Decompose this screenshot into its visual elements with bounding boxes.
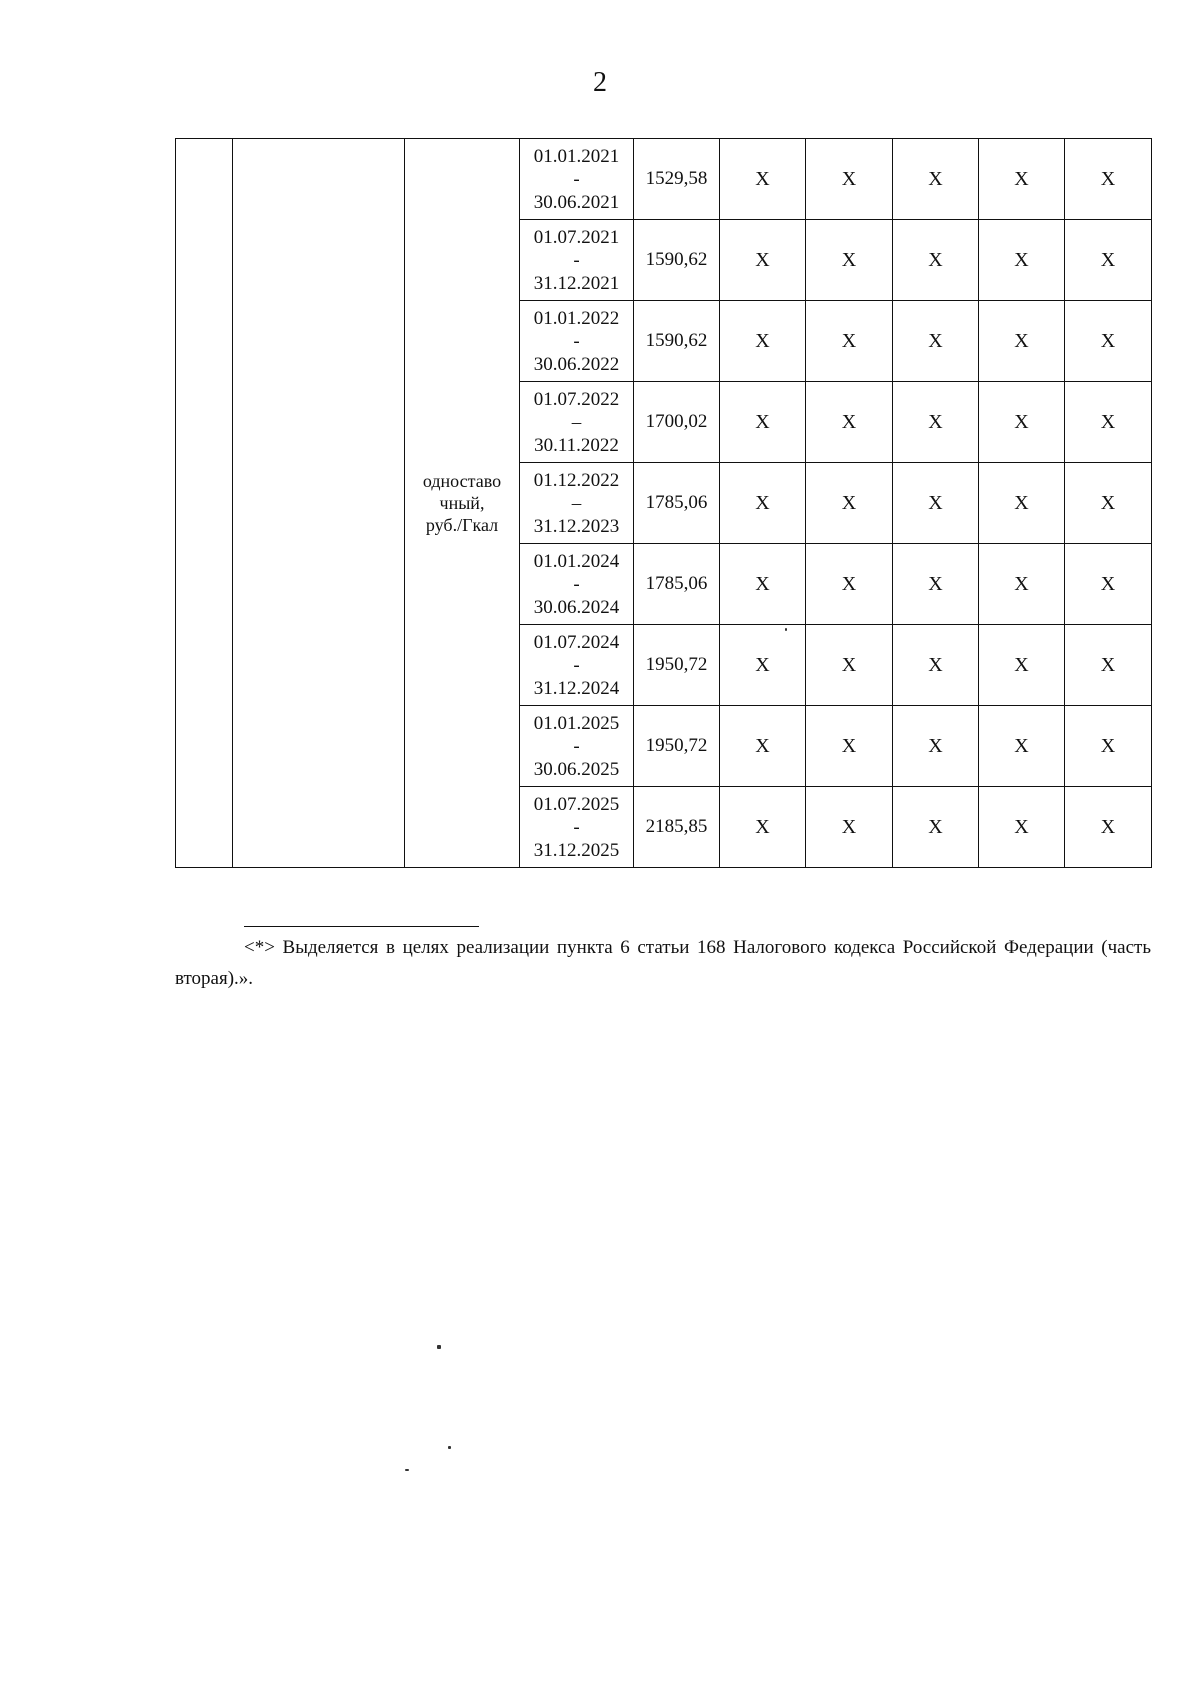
table-body — [176, 139, 1152, 868]
x-mark-cell: X — [979, 625, 1065, 706]
period-start: 01.01.2024 — [533, 550, 620, 572]
x-mark-cell: X — [720, 544, 806, 625]
x-mark-cell: X — [806, 220, 893, 301]
period-sep: – — [571, 492, 582, 514]
tariff-value-cell: 1785,06 — [634, 544, 720, 625]
period-end: 30.11.2022 — [534, 434, 619, 456]
period-end: 30.06.2021 — [533, 191, 620, 213]
tariff-value-cell: 1700,02 — [634, 382, 720, 463]
period-cell — [520, 220, 634, 301]
tariff-value-cell: 1785,06 — [634, 463, 720, 544]
period-start: 01.01.2025 — [533, 712, 620, 734]
x-mark-cell: X — [893, 220, 979, 301]
x-mark-cell: X — [720, 382, 806, 463]
x-mark-cell: X — [979, 139, 1065, 220]
period-sep: - — [573, 654, 580, 676]
x-mark-cell: X — [979, 787, 1065, 868]
period-cell — [520, 625, 634, 706]
x-mark-cell: X — [1065, 544, 1152, 625]
tariff-value-cell: 1950,72 — [634, 706, 720, 787]
x-mark-cell: X — [979, 382, 1065, 463]
x-mark-cell: X — [1065, 706, 1152, 787]
x-mark-cell: X — [720, 301, 806, 382]
x-mark-cell: X — [720, 220, 806, 301]
row-number-cell — [176, 139, 233, 868]
scan-speck — [785, 628, 787, 631]
tariff-unit-line: руб./Гкал — [425, 515, 499, 535]
tariff-table — [175, 138, 1152, 868]
period-sep: - — [573, 735, 580, 757]
period-start: 01.01.2021 — [533, 145, 620, 167]
x-mark-cell: X — [979, 463, 1065, 544]
x-mark-cell: X — [893, 301, 979, 382]
period-sep: - — [573, 168, 580, 190]
period-end: 30.06.2022 — [533, 353, 620, 375]
x-mark-cell: X — [720, 463, 806, 544]
period-end: 31.12.2024 — [533, 677, 620, 699]
x-mark-cell: X — [1065, 382, 1152, 463]
x-mark-cell: X — [893, 706, 979, 787]
x-mark-cell: X — [979, 301, 1065, 382]
period-cell — [520, 301, 634, 382]
footnote-divider — [244, 926, 479, 927]
x-mark-cell: X — [806, 463, 893, 544]
x-mark-cell: X — [893, 625, 979, 706]
period-start: 01.01.2022 — [533, 307, 620, 329]
period-cell — [520, 787, 634, 868]
period-sep: - — [573, 573, 580, 595]
scan-speck — [448, 1446, 451, 1449]
period-sep: - — [573, 816, 580, 838]
x-mark-cell: X — [806, 139, 893, 220]
x-mark-cell: X — [806, 382, 893, 463]
footnote-text: <*> Выделяется в целях реализации пункта 6 статьи 168 Налогового кодекса Российской Федерации (часть вторая).». — [175, 937, 1151, 989]
period-cell — [520, 706, 634, 787]
page-number: 2 — [593, 67, 607, 98]
tariff-value-cell: 1529,58 — [634, 139, 720, 220]
period-start: 01.12.2022 — [533, 469, 620, 491]
x-mark-cell: X — [1065, 463, 1152, 544]
tariff-value-cell: 1590,62 — [634, 301, 720, 382]
period-end: 30.06.2024 — [533, 596, 620, 618]
period-start: 01.07.2024 — [533, 631, 620, 653]
scan-speck — [437, 1345, 441, 1349]
x-mark-cell: X — [979, 220, 1065, 301]
period-sep: – — [571, 411, 582, 433]
x-mark-cell: X — [720, 706, 806, 787]
x-mark-cell: X — [720, 787, 806, 868]
x-mark-cell: X — [893, 382, 979, 463]
period-start: 01.07.2021 — [533, 226, 620, 248]
period-cell — [520, 544, 634, 625]
x-mark-cell: X — [1065, 625, 1152, 706]
table-row — [176, 139, 1152, 220]
tariff-unit-line: чный, — [439, 493, 485, 513]
tariff-unit-cell — [405, 139, 520, 868]
period-cell — [520, 139, 634, 220]
period-cell — [520, 382, 634, 463]
x-mark-cell: X — [720, 625, 806, 706]
x-mark-cell: X — [720, 139, 806, 220]
period-start: 01.07.2025 — [533, 793, 620, 815]
x-mark-cell: X — [1065, 301, 1152, 382]
x-mark-cell: X — [806, 544, 893, 625]
period-end: 31.12.2021 — [533, 272, 620, 294]
x-mark-cell: X — [979, 706, 1065, 787]
x-mark-cell: X — [893, 787, 979, 868]
period-end: 31.12.2023 — [533, 515, 620, 537]
x-mark-cell: X — [1065, 787, 1152, 868]
x-mark-cell: X — [1065, 139, 1152, 220]
period-end: 31.12.2025 — [533, 839, 620, 861]
x-mark-cell: X — [806, 706, 893, 787]
period-cell — [520, 463, 634, 544]
x-mark-cell: X — [806, 301, 893, 382]
x-mark-cell: X — [806, 787, 893, 868]
tariff-unit-line: одноставо — [422, 471, 502, 491]
x-mark-cell: X — [893, 463, 979, 544]
period-sep: - — [573, 249, 580, 271]
tariff-value-cell: 1590,62 — [634, 220, 720, 301]
period-sep: - — [573, 330, 580, 352]
x-mark-cell: X — [1065, 220, 1152, 301]
tariff-value-cell: 1950,72 — [634, 625, 720, 706]
organization-cell — [233, 139, 405, 868]
x-mark-cell: X — [893, 139, 979, 220]
x-mark-cell: X — [979, 544, 1065, 625]
period-start: 01.07.2022 — [533, 388, 620, 410]
period-end: 30.06.2025 — [533, 758, 620, 780]
x-mark-cell: X — [806, 625, 893, 706]
tariff-value-cell: 2185,85 — [634, 787, 720, 868]
x-mark-cell: X — [893, 544, 979, 625]
scan-speck — [405, 1469, 409, 1471]
